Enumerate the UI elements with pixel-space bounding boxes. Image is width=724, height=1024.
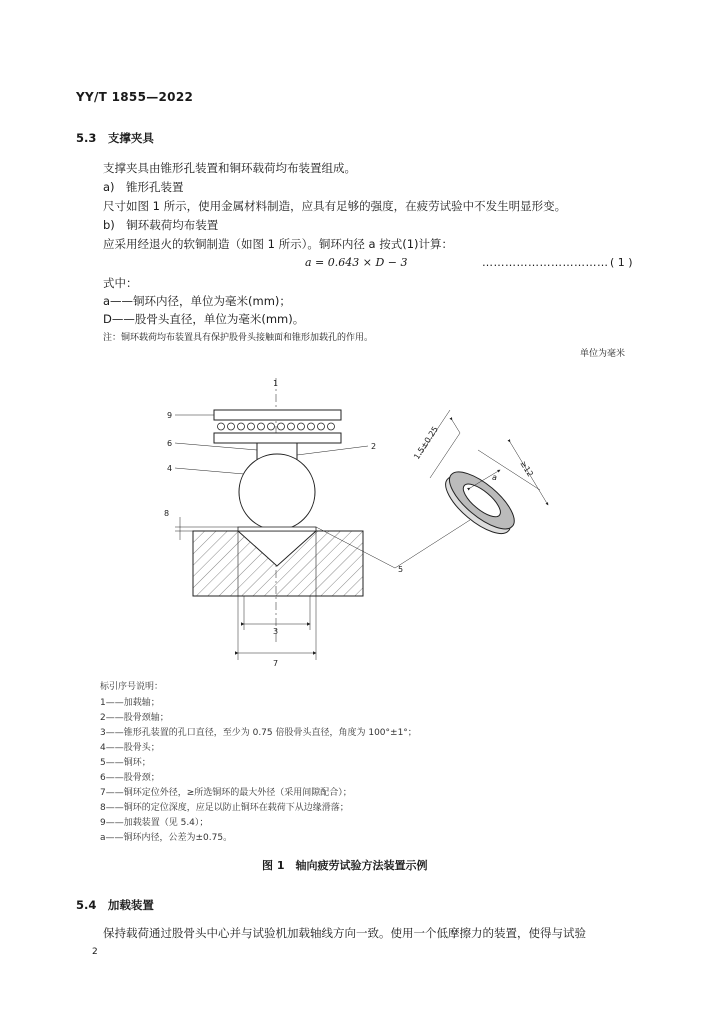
dim-ring-inner: a (492, 473, 497, 482)
paragraph: 保持载荷通过股骨头中心并与试验机加载轴线方向一致。使用一个低摩擦力的装置，使得与试验 (103, 926, 586, 940)
unit-label: 单位为毫米 (580, 349, 626, 359)
callout-5: 5 (398, 565, 404, 574)
page-number: 2 (92, 947, 98, 957)
dim-ring-outer: ≥12 (518, 459, 535, 479)
copper-ring (437, 462, 523, 543)
dim-ring-thickness: 1.5±0.25 (412, 424, 440, 462)
item-b-label: b) 铜环载荷均布装置 (103, 218, 219, 232)
where-label: 式中： (103, 276, 138, 290)
definition-a: a——铜环内径，单位为毫米(mm)； (103, 294, 291, 308)
figure-caption: 图 1 轴向疲劳试验方法装置示例 (262, 859, 428, 872)
legend-title: 标引序号说明： (100, 682, 164, 692)
callout-6: 6 (167, 439, 173, 448)
legend-item: a——铜环内径，公差为±0.75。 (100, 833, 233, 843)
legend-item: 8——铜环的定位深度，应足以防止铜环在载荷下从边缘滑落； (100, 803, 349, 813)
loading-plate-top (214, 410, 341, 420)
item-a-label: a) 锥形孔装置 (103, 180, 184, 194)
callout-3: 3 (273, 627, 279, 636)
note: 注：铜环载荷均布装置具有保护股骨头接触面和锥形加载孔的作用。 (103, 333, 374, 343)
definition-D: D——股骨头直径，单位为毫米(mm)。 (103, 312, 305, 326)
formula-number: ( 1 ) (610, 256, 633, 269)
legend-item: 6——股骨颈； (100, 773, 160, 783)
callout-2: 2 (371, 442, 377, 451)
legend-item: 4——股骨头； (100, 743, 160, 753)
formula: a = 0.643 × D − 3 (305, 256, 408, 269)
legend-item: 3——锥形孔装置的孔口直径，至少为 0.75 倍股骨头直径，角度为 100°±1°； (100, 728, 417, 738)
standard-number: YY/T 1855—2022 (76, 90, 194, 104)
legend-item: 7——铜环定位外径，≥所选铜环的最大外径（采用间隙配合）； (100, 788, 352, 798)
legend-item: 2——股骨颈轴； (100, 713, 169, 723)
ring-seat (238, 527, 316, 531)
paragraph: 支撑夹具由锥形孔装置和铜环载荷均布装置组成。 (103, 161, 356, 175)
callout-8: 8 (164, 509, 170, 518)
femoral-head (239, 454, 315, 530)
legend-item: 9——加载装置（见 5.4）； (100, 818, 209, 828)
callout-4: 4 (167, 464, 173, 473)
section-5-3-title: 5.3 支撑夹具 (76, 131, 154, 145)
callout-1: 1 (273, 379, 279, 388)
loading-plate-bottom (214, 433, 341, 443)
legend-item: 5——铜环； (100, 758, 151, 768)
paragraph: 尺寸如图 1 所示，使用金属材料制造，应具有足够的强度，在疲劳试验中不发生明显形变。 (103, 199, 567, 213)
paragraph: 应采用经退火的软铜制造（如图 1 所示）。铜环内径 a 按式(1)计算： (103, 237, 454, 251)
section-5-4-title: 5.4 加载装置 (76, 898, 154, 912)
legend-item: 1——加载轴； (100, 698, 160, 708)
callout-7: 7 (273, 659, 279, 668)
callout-9: 9 (167, 411, 173, 420)
formula-leader: …………………………… (482, 256, 609, 269)
